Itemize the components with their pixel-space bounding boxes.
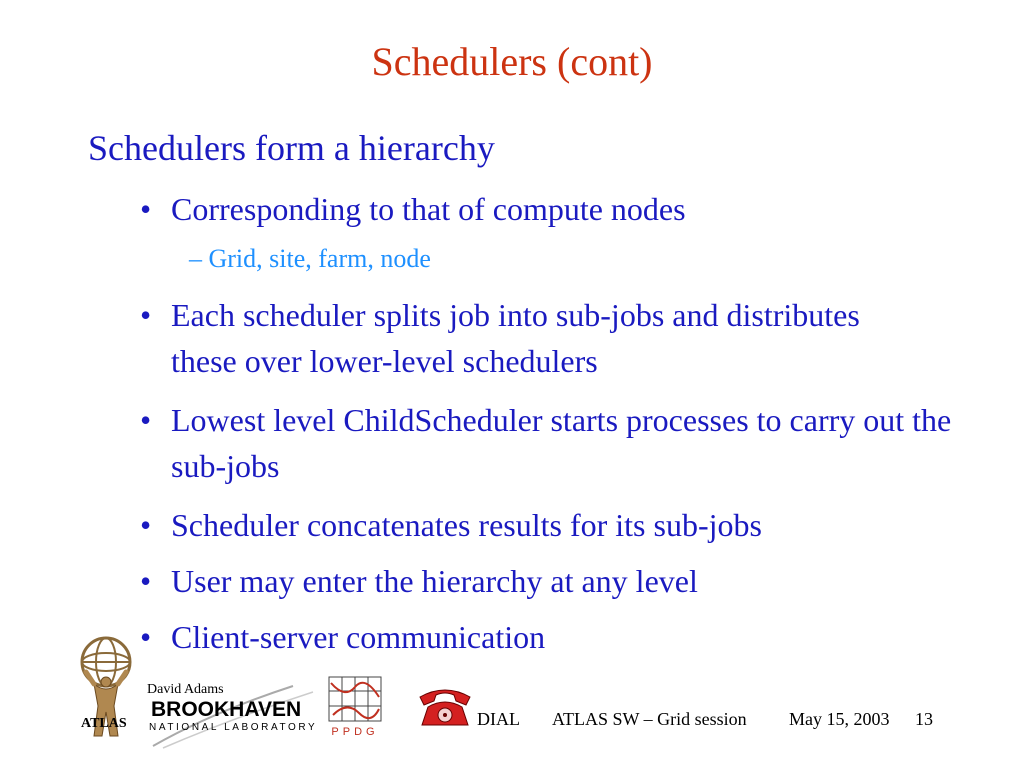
brookhaven-logo [143, 682, 333, 750]
telephone-icon [414, 683, 476, 729]
bullet-text: Corresponding to that of compute nodes [171, 191, 686, 227]
bullet-glyph: • [140, 619, 152, 655]
bullet-text: Client-server communication [171, 619, 546, 655]
footer-session: ATLAS SW – Grid session [552, 709, 747, 729]
bullet-text: Lowest level ChildScheduler starts processes to carry out the sub-jobs [171, 402, 952, 484]
ppdg-logo [325, 673, 385, 739]
footer-date: May 15, 2003 [789, 709, 890, 729]
atlas-logo [72, 632, 140, 750]
page-number: 13 [915, 709, 933, 729]
slide-title: Schedulers (cont) [371, 39, 653, 84]
bullet-text: User may enter the hierarchy at any level [171, 563, 698, 599]
bullet-item [140, 186, 980, 232]
bullet-item [140, 292, 900, 384]
bullet-item [140, 558, 980, 604]
bullet-glyph: • [140, 191, 152, 227]
main-point: Schedulers form a hierarchy [88, 128, 495, 168]
bullet-item [140, 397, 970, 489]
bullet-glyph: • [140, 507, 152, 543]
bullet-glyph: • [140, 563, 152, 599]
bullet-glyph: • [140, 402, 152, 438]
bullet-item [140, 502, 980, 548]
ppdg-text: PPDG [331, 726, 379, 738]
national-laboratory-text: NATIONAL LABORATORY [149, 722, 318, 733]
atlas-label: ATLAS [81, 716, 127, 731]
bullet-text: Each scheduler splits job into sub-jobs and distributes these over lower-level schedulers [171, 297, 860, 379]
bullet-glyph: • [140, 297, 152, 333]
brookhaven-wordmark: BROOKHAVEN [151, 698, 302, 721]
bullet-item [140, 614, 980, 660]
footer-dial: DIAL [477, 709, 520, 729]
author-name: David Adams [147, 682, 224, 697]
bullet-text: Scheduler concatenates results for its sub-jobs [171, 507, 762, 543]
sub-bullet-text: – Grid, site, farm, node [189, 244, 431, 273]
